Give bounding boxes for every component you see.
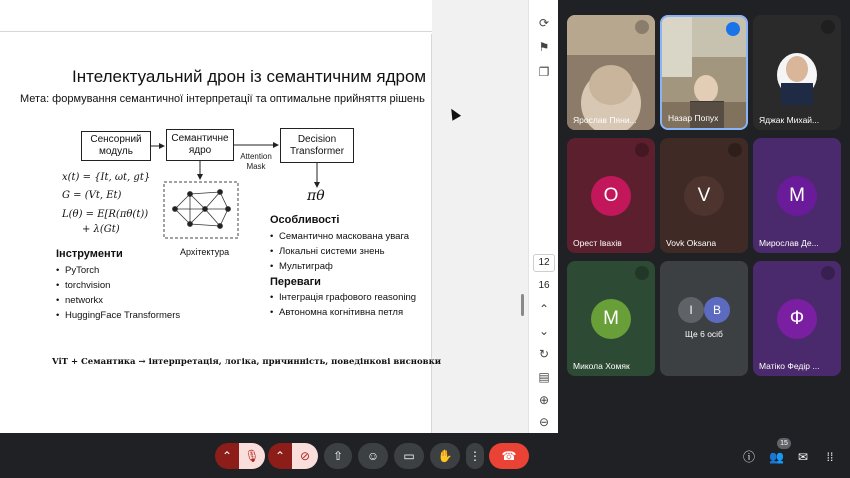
avatar: Ф bbox=[777, 299, 817, 339]
slide-footer: ViT + Семантика → інтерпретація, логіка, причинність, поведінкові висновки bbox=[52, 357, 442, 367]
participant-name: Матіко Федір ... bbox=[759, 361, 820, 371]
more-options-button[interactable]: ⋮ bbox=[466, 443, 484, 469]
participant-tile[interactable] bbox=[753, 15, 841, 130]
formula-observation: x(t) = {It, ωt, gt} bbox=[62, 172, 151, 183]
speaking-indicator-icon bbox=[726, 22, 740, 36]
participant-tile[interactable] bbox=[567, 15, 655, 130]
previous-page-edge bbox=[0, 0, 432, 32]
copy-icon[interactable]: ❐ bbox=[538, 65, 550, 79]
tools-list bbox=[56, 263, 180, 323]
activities-grid-icon[interactable]: ⁞⁞ bbox=[826, 450, 834, 464]
bookmark-icon[interactable]: ⚑ bbox=[538, 40, 550, 54]
mic-off-icon bbox=[635, 266, 649, 280]
slide-page bbox=[0, 34, 442, 433]
page-total-label: 16 bbox=[538, 280, 550, 291]
mic-off-icon bbox=[821, 266, 835, 280]
avatar: M bbox=[591, 299, 631, 339]
architecture-label: Архітектура bbox=[180, 247, 230, 257]
viewer-gutter bbox=[432, 0, 528, 433]
avatar: V bbox=[684, 176, 724, 216]
sensor-module-box: Сенсорний модуль bbox=[81, 131, 151, 161]
mic-options-chevron-icon[interactable]: ⌃ bbox=[215, 443, 239, 469]
formula-loss-regularizer: + λ(Gt) bbox=[82, 224, 120, 235]
participant-name: Яджак Михай... bbox=[759, 115, 820, 125]
list-item: • HuggingFace Transformers bbox=[56, 308, 180, 323]
policy-label: πθ bbox=[307, 188, 325, 204]
list-item: • networkx bbox=[56, 293, 180, 308]
chevron-up-icon[interactable]: ⌃ bbox=[538, 302, 550, 316]
participant-name: Vovk Oksana bbox=[666, 238, 717, 248]
attention-mask-label: Attention Mask bbox=[240, 152, 272, 171]
features-list bbox=[270, 229, 409, 274]
chat-icon[interactable]: ✉ bbox=[797, 450, 809, 464]
mic-off-icon bbox=[728, 143, 742, 157]
avatar: I bbox=[678, 297, 704, 323]
captions-button[interactable]: ▭ bbox=[394, 443, 424, 469]
page-number-input[interactable]: 12 bbox=[533, 254, 555, 272]
advantages-list bbox=[270, 290, 416, 320]
viewer-side-toolbar bbox=[528, 0, 558, 433]
chevron-down-icon[interactable]: ⌄ bbox=[538, 324, 550, 338]
rotate-icon[interactable]: ⟳ bbox=[538, 16, 550, 30]
participant-name: Ярослав Пяни... bbox=[573, 115, 637, 125]
meeting-controls-bar bbox=[0, 433, 850, 478]
present-screen-button[interactable]: ⇧ bbox=[324, 443, 352, 469]
participant-name: Назар Попух bbox=[668, 113, 719, 123]
camera-toggle-button[interactable]: ⊘ bbox=[292, 443, 318, 469]
refresh-icon[interactable]: ↻ bbox=[538, 347, 550, 361]
participant-name: Мирослав Де... bbox=[759, 238, 819, 248]
avatar: M bbox=[777, 176, 817, 216]
mic-off-icon bbox=[821, 20, 835, 34]
raise-hand-button[interactable]: ✋ bbox=[430, 443, 460, 469]
list-item: • Семантично маскована увага bbox=[270, 229, 409, 244]
participant-tile[interactable] bbox=[753, 261, 841, 376]
mic-off-icon bbox=[635, 143, 649, 157]
avatar: B bbox=[704, 297, 730, 323]
leave-call-button[interactable]: ☎ bbox=[489, 443, 529, 469]
participant-tile[interactable] bbox=[567, 138, 655, 253]
more-participants-tile[interactable] bbox=[660, 261, 748, 376]
document-icon[interactable]: ▤ bbox=[538, 370, 550, 384]
zoom-in-icon[interactable]: ⊕ bbox=[538, 393, 550, 407]
zoom-out-icon[interactable]: ⊖ bbox=[538, 415, 550, 429]
participant-name: Микола Хомяк bbox=[573, 361, 630, 371]
list-item: • Локальні системи знень bbox=[270, 244, 409, 259]
participants-count-badge: 15 bbox=[777, 438, 791, 449]
semantic-core-box: Семантичне ядро bbox=[166, 129, 234, 161]
more-participants-label: Ще 6 осіб bbox=[685, 329, 723, 339]
list-item: • Автономна когнітивна петля bbox=[270, 305, 416, 320]
scrollbar-thumb[interactable] bbox=[521, 294, 524, 316]
list-item: • torchvision bbox=[56, 278, 180, 293]
advantages-heading: Переваги bbox=[270, 276, 321, 288]
decision-transformer-box: Decision Transformer bbox=[280, 128, 354, 163]
participant-name: Орест Івахів bbox=[573, 238, 622, 248]
mic-toggle-button[interactable]: 🎙 bbox=[239, 443, 265, 469]
participant-tile[interactable] bbox=[753, 138, 841, 253]
participant-tile[interactable] bbox=[660, 138, 748, 253]
list-item: • Інтеграція графового reasoning bbox=[270, 290, 416, 305]
info-icon[interactable]: ⓘ bbox=[742, 450, 755, 464]
list-item: • PyTorch bbox=[56, 263, 180, 278]
tools-heading: Інструменти bbox=[56, 248, 123, 260]
mic-off-icon bbox=[635, 20, 649, 34]
features-heading: Особливості bbox=[270, 214, 340, 226]
formula-loss: L(θ) = E[R(πθ(t)) bbox=[62, 209, 149, 220]
slide-goal: Мета: формування семантичної інтерпретації та оптимальне прийняття рішень bbox=[20, 93, 425, 105]
participant-tile[interactable] bbox=[567, 261, 655, 376]
avatar: О bbox=[591, 176, 631, 216]
list-item: • Мультиграф bbox=[270, 259, 409, 274]
slide-title: Інтелектуальний дрон із семантичним ядром bbox=[72, 67, 427, 86]
emoji-button[interactable]: ☺ bbox=[358, 443, 388, 469]
formula-graph: G = (Vt, Et) bbox=[62, 190, 122, 201]
participant-tile[interactable] bbox=[660, 15, 748, 130]
people-icon[interactable]: 👥 bbox=[769, 450, 784, 464]
camera-options-chevron-icon[interactable]: ⌃ bbox=[268, 443, 292, 469]
